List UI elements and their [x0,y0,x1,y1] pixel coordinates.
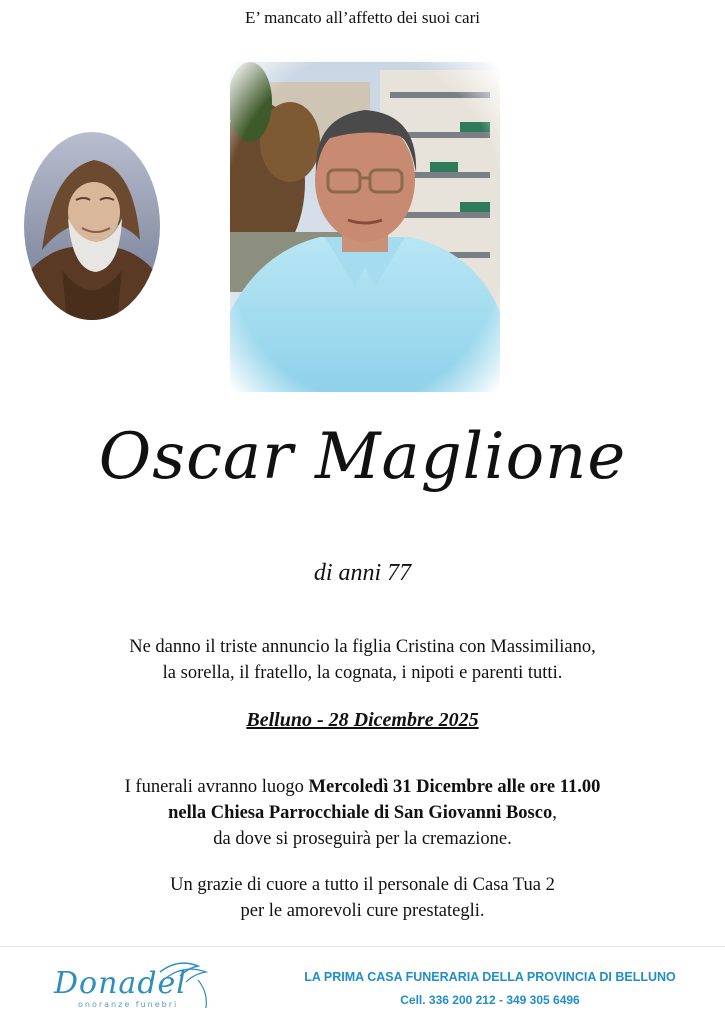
footer-divider [0,946,725,947]
footer-phones: Cell. 336 200 212 - 349 305 6496 [400,993,580,1007]
funeral-line-1 [0,774,725,800]
funeral-church: nella Chiesa Parrocchiale di San Giovanni Bosco [168,803,553,823]
thanks-line-1: Un grazie di cuore a tutto il personale di Casa Tua 2 [170,875,555,895]
announcement-line-2: la sorella, il fratello, la cognata, i nipoti e parenti tutti. [162,663,563,683]
announcement-line-1: Ne danno il triste annuncio la figlia Cristina con Massimiliano, [129,637,596,657]
logo-name: Donadel [54,966,187,1001]
thanks-text [0,872,725,924]
deceased-portrait-image [230,62,500,392]
saint-portrait-image [22,130,162,322]
funeral-comma: , [552,803,557,823]
funeral-line-3: da dove si proseguirà per la cremazione. [213,829,512,849]
logo-tagline: onoranze funebri [78,1000,179,1009]
place-date: Belluno - 28 Dicembre 2025 [246,709,479,731]
donadel-logo [48,958,218,1018]
announcement-text [0,634,725,686]
funeral-line-2 [0,800,725,826]
footer-slogan: LA PRIMA CASA FUNERARIA DELLA PROVINCIA DI BELLUNO [304,970,676,984]
funeral-intro: I funerali avranno luogo [124,777,309,797]
funeral-details [0,774,725,852]
thanks-line-2: per le amorevoli cure prestategli. [240,901,485,921]
deceased-age: di anni 77 [313,560,412,586]
intro-text: E’ mancato all’affetto dei suoi cari [245,8,480,27]
deceased-name: Oscar Maglione [98,420,627,494]
funeral-datetime: Mercoledì 31 Dicembre alle ore 11.00 [308,777,601,797]
